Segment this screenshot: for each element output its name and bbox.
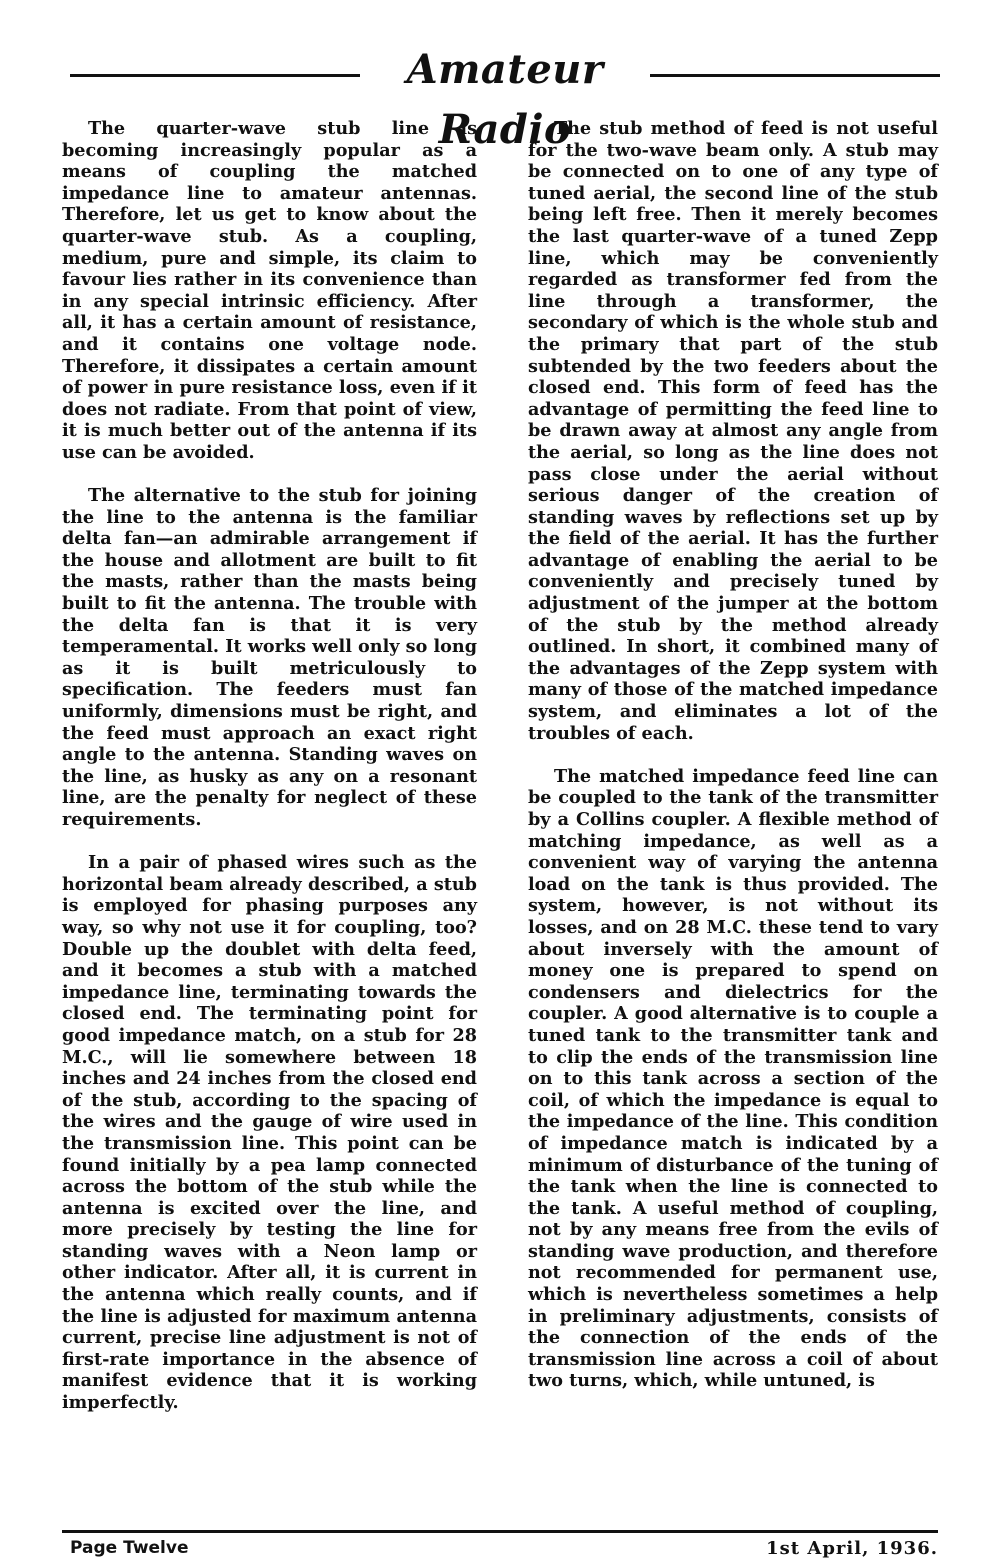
footer-rule bbox=[62, 1530, 938, 1533]
paragraph: The stub method of feed is not useful for the two-wave beam only. A stub may be connected on to one of any type of tuned aerial, the second line of the stub being left free. Then it merely becomes the last quarter-wave of a tuned Zepp line, which may be conveniently regarded as transformer fed from the line through a transformer, the secondary of which is the whole stub and the primary that part of the stub subtended by the two feeders about the closed end. This form of feed has the advantage of permitting the feed line to be drawn away at almost any angle from the aerial, so long as the line does not pass close under the aerial without serious danger of the creation of standing waves by reflections set up by the field of the aerial. It has the further advantage of enabling the aerial to be conveniently and precisely tuned by adjustment of the jumper at the bottom of the stub by the method already outlined. In short, it combined many of the advantages of the Zepp system with many of those of the matched impedance system, and eliminates a lot of the troubles of each. bbox=[528, 118, 938, 744]
left-column bbox=[62, 118, 477, 1435]
page-header bbox=[70, 40, 940, 153]
header-rule-right bbox=[650, 74, 940, 77]
paragraph: The quarter-wave stub line is becoming increasingly popular as a means of coupling the matched impedance line to amateur antennas. Therefore, let us get to know about the quarter-wave stub. As a coupling, medium, pure and simple, its claim to favour lies rather in its convenience than in any special intrinsic efficiency. After all, it has a certain amount of resistance, and it contains one voltage node. Therefore, it dissipates a certain amount of power in pure resistance loss, even if it does not radiate. From that point of view, it is much better out of the antenna if its use can be avoided. bbox=[62, 118, 477, 463]
paragraph: The matched impedance feed line can be coupled to the tank of the transmitter by a Collins coupler. A flexible method of matching impedance, as well as a convenient way of varying the antenna load on the tank is thus provided. The system, however, is not without its losses, and on 28 M.C. these tend to vary about inversely with the amount of money one is prepared to spend on condensers and dielectrics for the coupler. A good alternative is to couple a tuned tank to the transmitter tank and to clip the ends of the transmission line on to this tank across a section of the coil, of which the impedance is equal to the impedance of the line. This condition of impedance match is indicated by a minimum of disturbance of the tuning of the tank when the line is connected to the tank. A useful method of coupling, not by any means free from the evils of standing wave production, and therefore not recommended for permanent use, which is nevertheless sometimes a help in preliminary adjustments, consists of the connection of the ends of the transmission line across a coil of about two turns, which, while untuned, is bbox=[528, 765, 938, 1392]
paragraph: The alternative to the stub for joining the line to the antenna is the familiar delta fan—an admirable arrangement if the house and allotment are built to fit the masts, rather than the masts being built to fit the antenna. The trouble with the delta fan is that it is very temperamental. It works well only so long as it is built metriculously to specification. The feeders must fan uniformly, dimensions must be right, and the feed must approach an exact right angle to the antenna. Standing waves on the line, as husky as any on a resonant line, are the penalty for neglect of these requirements. bbox=[62, 485, 477, 830]
magazine-title: Amateur Radio bbox=[406, 46, 604, 153]
header-rule-left bbox=[70, 74, 360, 77]
page-number: Page Twelve bbox=[70, 1538, 189, 1558]
paragraph: In a pair of phased wires such as the horizontal beam already described, a stub is employed for phasing purposes any way, so why not use it for coupling, too? Double up the doublet with delta feed, and it becomes a stub with a matched impedance line, terminating towards the closed end. The terminating point for good impedance match, on a stub for 28 M.C., will lie somewhere between 18 inches and 24 inches from the closed end of the stub, according to the spacing of the wires and the gauge of wire used in the transmission line. This point can be found initially by a pea lamp connected across the bottom of the stub while the antenna is excited over the line, and more precisely by testing the line for standing waves with a Neon lamp or other indicator. After all, it is current in the antenna which really counts, and if the line is adjusted for maximum antenna current, precise line adjustment is not of first-rate importance in the absence of manifest evidence that it is working imperfectly. bbox=[62, 852, 477, 1414]
issue-date: 1st April, 1936. bbox=[766, 1538, 938, 1559]
right-column bbox=[528, 118, 938, 1414]
